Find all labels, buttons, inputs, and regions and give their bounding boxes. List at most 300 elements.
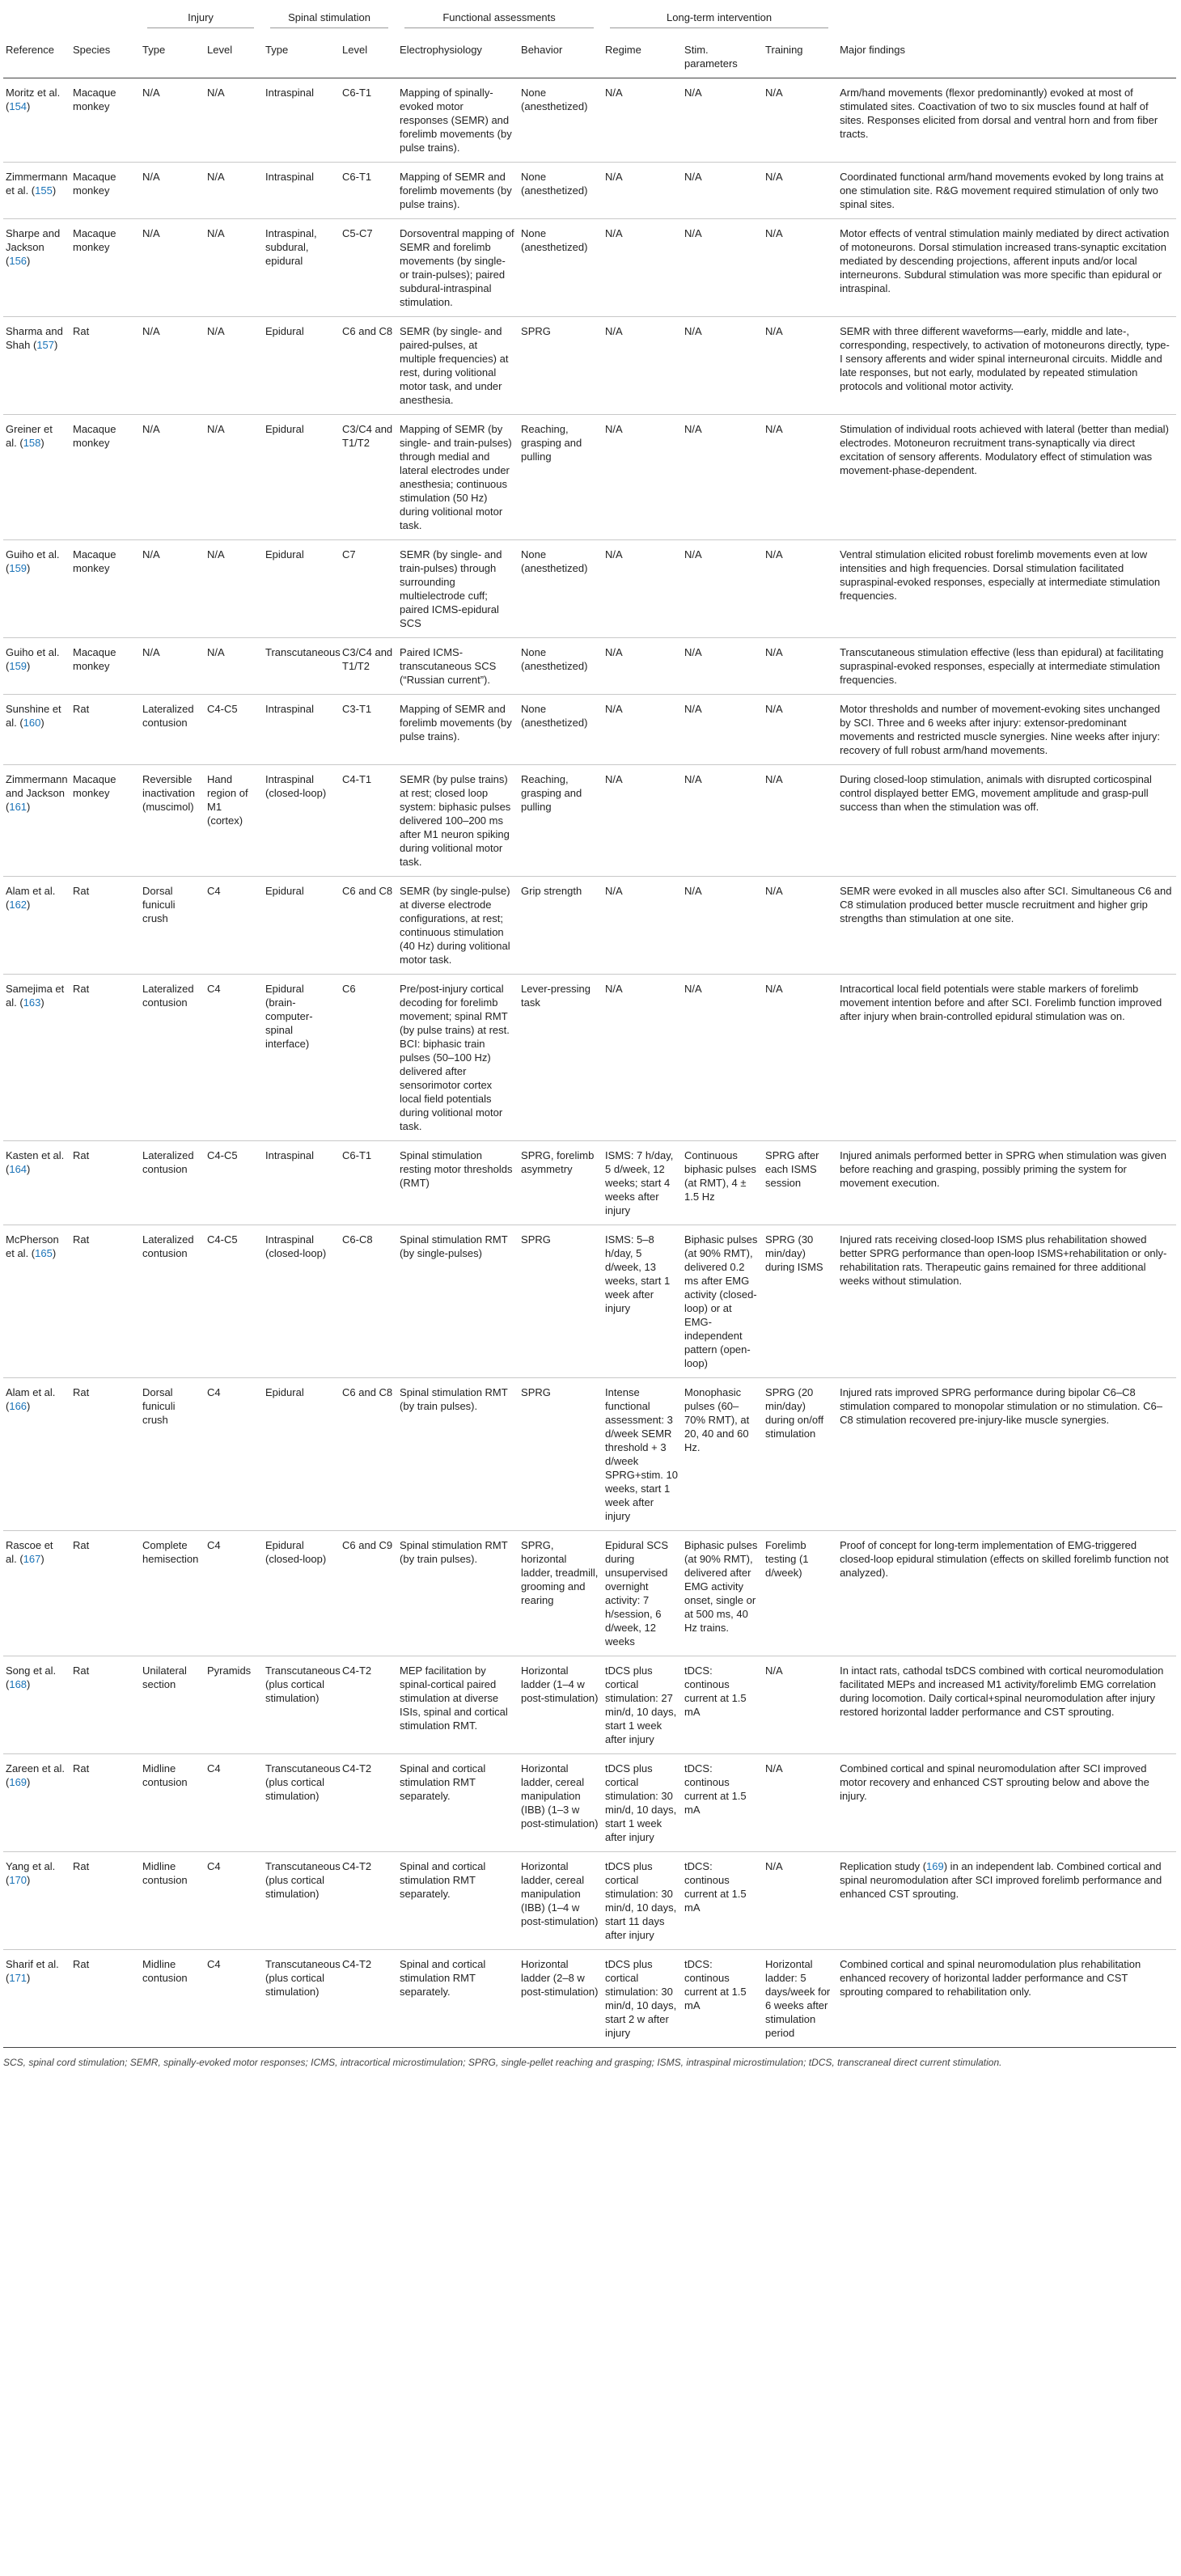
reference-author: Yang et al. (6, 1860, 56, 1872)
stim-type-cell: Transcutaneous (plus cortical stimulation) (265, 1860, 341, 1900)
training-cell: SPRG after each ISMS session (765, 1149, 819, 1189)
injury-type-cell: N/A (142, 325, 160, 337)
column-header-reference: Reference (3, 36, 70, 78)
electrophysiology-cell: Spinal stimulation RMT (by train pulses). (400, 1539, 508, 1565)
behavior-cell: Horizontal ladder, cereal manipulation (IBB) (1–3 w post-stimulation) (521, 1762, 599, 1829)
behavior-cell: None (anesthetized) (521, 171, 588, 197)
injury-type-cell: N/A (142, 646, 160, 658)
training-cell: SPRG (30 min/day) during ISMS (765, 1233, 823, 1273)
reference-author: Guiho et al. (6, 646, 60, 658)
reference-citation-link[interactable]: 159 (9, 562, 28, 574)
reference-cell: McPherson et al. (165) (6, 1233, 59, 1259)
species-cell: Macaque monkey (73, 423, 116, 449)
table-row (3, 540, 1176, 638)
injury-type-cell: Dorsal funiculi crush (142, 885, 176, 924)
major-findings-cell: Combined cortical and spinal neuromodulation plus rehabilitation enhanced recovery of horizontal ladder performance and CST sprouting compared to rehabilitation only. (840, 1958, 1141, 1998)
stim-level-cell: C7 (342, 548, 356, 560)
stim-level-cell: C6 and C8 (342, 885, 393, 897)
data-table (3, 3, 1176, 2048)
reference-author: Zareen et al. (6, 1762, 65, 1774)
reference-author: Guiho et al. (6, 548, 60, 560)
electrophysiology-cell: Paired ICMS-transcutaneous SCS (“Russian current”). (400, 646, 497, 686)
stim-type-cell: Epidural (265, 885, 304, 897)
behavior-cell: None (anesthetized) (521, 548, 588, 574)
column-header-stim-level: Level (340, 36, 397, 78)
reference-cell: Yang et al. (170) (6, 1860, 56, 1886)
reference-citation-link[interactable]: 154 (9, 100, 28, 112)
behavior-cell: SPRG (521, 1386, 551, 1398)
behavior-cell: Horizontal ladder (1–4 w post-stimulation) (521, 1664, 599, 1704)
regime-cell: N/A (605, 773, 623, 785)
injury-level-cell: C4 (207, 885, 221, 897)
reference-cell: Greiner et al. (158) (6, 423, 53, 449)
stim-parameters-cell: Biphasic pulses (at 90% RMT), delivered after EMG activity onset, single or at 500 ms, 40 Hz trains. (684, 1539, 758, 1634)
reference-author: Zimmermann and Jackson (6, 773, 68, 799)
stim-type-cell: Intraspinal (265, 1149, 314, 1161)
injury-level-cell: C4-C5 (207, 703, 238, 715)
table-footnote: SCS, spinal cord stimulation; SEMR, spinally-evoked motor responses; ICMS, intracortical microstimulation; SPRG, single-pellet reaching and grasping; ISMS, intraspinal microstimulation; tDCS, transcraneal direct current stimulation. (3, 2057, 1002, 2068)
reference-cell: Sharif et al. (171) (6, 1958, 59, 1984)
reference-cell: Guiho et al. (159) (6, 646, 60, 672)
table-row (3, 1754, 1176, 1852)
findings-text-pre: Replication study ( (840, 1860, 927, 1872)
table-row (3, 877, 1176, 975)
behavior-cell: SPRG, horizontal ladder, treadmill, grooming and rearing (521, 1539, 599, 1606)
behavior-cell: None (anesthetized) (521, 703, 588, 729)
regime-cell: tDCS plus cortical stimulation: 30 min/d, 10 days, start 11 days after injury (605, 1860, 677, 1941)
stim-level-cell: C3/C4 and T1/T2 (342, 423, 393, 449)
training-cell: SPRG (20 min/day) during on/off stimulation (765, 1386, 824, 1440)
species-cell: Rat (73, 703, 90, 715)
major-findings-cell: SEMR were evoked in all muscles also after SCI. Simultaneous C6 and C8 stimulation produced better muscle recruitment and higher grip strengths than stimulation at one site. (840, 885, 1172, 924)
stim-level-cell: C4-T2 (342, 1762, 372, 1774)
electrophysiology-cell: Mapping of SEMR and forelimb movements (by pulse trains). (400, 171, 512, 210)
injury-level-cell: C4 (207, 983, 221, 995)
behavior-cell: SPRG, forelimb asymmetry (521, 1149, 595, 1175)
training-cell: N/A (765, 1762, 783, 1774)
injury-level-cell: C4 (207, 1958, 221, 1970)
stim-parameters-cell: N/A (684, 983, 702, 995)
behavior-cell: Reaching, grasping and pulling (521, 773, 582, 813)
reference-author: McPherson et al. (6, 1233, 59, 1259)
reference-author: Sharpe and Jackson (6, 227, 61, 253)
column-header-injury-level: Level (205, 36, 263, 78)
injury-type-cell: N/A (142, 171, 160, 183)
stim-level-cell: C3-T1 (342, 703, 372, 715)
stim-level-cell: C4-T2 (342, 1958, 372, 1970)
table-row (3, 163, 1176, 219)
major-findings-cell: Arm/hand movements (flexor predominantly) evoked at most of stimulated sites. Coactivation of two to six muscles found at half of sites. Responses elicited from dorsal and ventral horn and from fiber tracts. (840, 87, 1158, 140)
training-cell: N/A (765, 1664, 783, 1677)
behavior-cell: None (anesthetized) (521, 227, 588, 253)
reference-cell: Zimmermann et al. (155) (6, 171, 68, 197)
column-header-regime: Regime (603, 36, 682, 78)
reference-citation-link[interactable]: 167 (23, 1553, 41, 1565)
injury-level-cell: C4 (207, 1860, 221, 1872)
findings-citation-link[interactable]: 169 (926, 1860, 944, 1872)
species-cell: Rat (73, 1149, 90, 1161)
training-cell: N/A (765, 1860, 783, 1872)
reference-cell: Zareen et al. (169) (6, 1762, 65, 1788)
reference-cell: Sunshine et al. (160) (6, 703, 61, 729)
major-findings-cell: Combined cortical and spinal neuromodulation after SCI improved motor recovery and enhanced CST sprouting below and above the injury. (840, 1762, 1149, 1802)
stim-level-cell: C5-C7 (342, 227, 373, 239)
electrophysiology-cell: Mapping of SEMR and forelimb movements (by pulse trains). (400, 703, 512, 742)
training-cell: Horizontal ladder: 5 days/week for 6 weeks after stimulation period (765, 1958, 831, 2039)
major-findings-cell: Intracortical local field potentials were stable markers of forelimb movement intention before and after SCI. Forelimb function improved after injury when brain-controlled epidural stimulation was on. (840, 983, 1162, 1022)
regime-cell: N/A (605, 983, 623, 995)
species-cell: Rat (73, 885, 90, 897)
behavior-cell: Reaching, grasping and pulling (521, 423, 582, 463)
reference-citation-link[interactable]: 156 (9, 255, 28, 267)
species-cell: Macaque monkey (73, 548, 116, 574)
stim-level-cell: C4-T2 (342, 1860, 372, 1872)
stim-type-cell: Intraspinal (closed-loop) (265, 1233, 327, 1259)
reference-author: Sharma and Shah (6, 325, 63, 351)
reference-citation-link[interactable]: 169 (9, 1776, 28, 1788)
major-findings-cell: Stimulation of individual roots achieved with lateral (better than medial) electrodes. Motoneuron recruitment trans-synaptically via direct excitation of sensory afferents. Modulatory effect of stimulation was movement-phase-dependent. (840, 423, 1169, 476)
species-cell: Macaque monkey (73, 171, 116, 197)
injury-level-cell: N/A (207, 87, 225, 99)
species-cell: Rat (73, 1386, 90, 1398)
reference-cell: Sharpe and Jackson (156) (6, 227, 61, 267)
injury-level-cell: Pyramids (207, 1664, 252, 1677)
injury-type-cell: Lateralized contusion (142, 1233, 194, 1259)
species-cell: Rat (73, 983, 90, 995)
reference-cell: Song et al. (168) (6, 1664, 57, 1690)
reference-author: Sunshine et al. (6, 703, 61, 729)
stim-level-cell: C6-C8 (342, 1233, 373, 1246)
reference-cell: Zimmermann and Jackson (161) (6, 773, 68, 813)
regime-cell: N/A (605, 171, 623, 183)
behavior-cell: Grip strength (521, 885, 582, 897)
table-row (3, 975, 1176, 1141)
injury-level-cell: C4 (207, 1386, 221, 1398)
electrophysiology-cell: Spinal stimulation RMT (by single-pulses) (400, 1233, 508, 1259)
table-row (3, 1531, 1176, 1656)
reference-cell: Rascoe et al. (167) (6, 1539, 53, 1565)
major-findings-cell: Ventral stimulation elicited robust forelimb movements even at low intensities and high frequencies. Dorsal stimulation facilitated supraspinal-evoked responses, especially at intermediate stimulation frequencies. (840, 548, 1161, 602)
behavior-cell: Horizontal ladder, cereal manipulation (IBB) (1–4 w post-stimulation) (521, 1860, 599, 1927)
stim-type-cell: Epidural (265, 325, 304, 337)
behavior-cell: SPRG (521, 1233, 551, 1246)
table-row (3, 695, 1176, 765)
table-row (3, 415, 1176, 540)
injury-type-cell: N/A (142, 87, 160, 99)
reference-author: Alam et al. (6, 885, 56, 897)
stim-parameters-cell: N/A (684, 646, 702, 658)
injury-level-cell: N/A (207, 423, 225, 435)
column-header-species: Species (70, 36, 140, 78)
stim-type-cell: Epidural (brain-computer-spinal interface) (265, 983, 313, 1050)
stim-level-cell: C6-T1 (342, 171, 372, 183)
behavior-cell: SPRG (521, 325, 551, 337)
reference-author: Alam et al. (6, 1386, 56, 1398)
column-header-row (3, 36, 1176, 78)
electrophysiology-cell: SEMR (by single-pulse) at diverse electrode configurations, at rest; continuous stimulation (40 Hz) during volitional motor task. (400, 885, 510, 966)
reference-author: Samejima et al. (6, 983, 65, 1009)
major-findings-cell: Coordinated functional arm/hand movements evoked by long trains at one stimulation site. R&G movement required stimulation of only two spinal sites. (840, 171, 1164, 210)
reference-citation-link[interactable]: 160 (23, 717, 41, 729)
reference-cell: Guiho et al. (159) (6, 548, 60, 574)
stim-parameters-cell: N/A (684, 773, 702, 785)
reference-cell: Kasten et al. (164) (6, 1149, 65, 1175)
reference-cell: Moritz et al. (154) (6, 87, 61, 112)
stim-parameters-cell: Biphasic pulses (at 90% RMT), delivered 0.2 ms after EMG activity (closed-loop) or at EMG-independent pattern (open-loop) (684, 1233, 758, 1369)
regime-cell: N/A (605, 423, 623, 435)
injury-level-cell: N/A (207, 171, 225, 183)
injury-type-cell: Unilateral section (142, 1664, 187, 1690)
training-cell: N/A (765, 885, 783, 897)
behavior-cell: None (anesthetized) (521, 87, 588, 112)
training-cell: N/A (765, 227, 783, 239)
stim-type-cell: Epidural (closed-loop) (265, 1539, 327, 1565)
reference-author: Greiner et al. (6, 423, 53, 449)
table-row (3, 219, 1176, 317)
column-header-electrophysiology: Electrophysiology (397, 36, 519, 78)
injury-type-cell: N/A (142, 423, 160, 435)
stim-parameters-cell: tDCS: continous current at 1.5 mA (684, 1762, 747, 1816)
reference-author: Sharif et al. (6, 1958, 59, 1970)
stim-parameters-cell: N/A (684, 325, 702, 337)
electrophysiology-cell: SEMR (by single- and paired-pulses, at multiple frequencies) at rest, during volitional motor task, and under anesthesia. (400, 325, 509, 406)
stim-level-cell: C3/C4 and T1/T2 (342, 646, 393, 672)
electrophysiology-cell: Spinal stimulation RMT (by train pulses). (400, 1386, 508, 1412)
reference-citation-link[interactable]: 157 (36, 339, 55, 351)
regime-cell: Epidural SCS during unsupervised overnight activity: 7 h/session, 6 d/week, 12 weeks (605, 1539, 669, 1648)
regime-cell: ISMS: 5–8 h/day, 5 d/week, 13 weeks, start 1 week after injury (605, 1233, 671, 1314)
reference-citation-link[interactable]: 161 (9, 801, 28, 813)
species-cell: Macaque monkey (73, 646, 116, 672)
stim-parameters-cell: tDCS: continous current at 1.5 mA (684, 1860, 747, 1914)
electrophysiology-cell: Spinal and cortical stimulation RMT separately. (400, 1860, 486, 1900)
species-cell: Rat (73, 1539, 90, 1551)
regime-cell: tDCS plus cortical stimulation: 30 min/d, 10 days, start 1 week after injury (605, 1762, 677, 1843)
species-cell: Rat (73, 1860, 90, 1872)
table-row (3, 1852, 1176, 1950)
stim-parameters-cell: N/A (684, 87, 702, 99)
behavior-cell: Horizontal ladder (2–8 w post-stimulation) (521, 1958, 599, 1998)
table-header (3, 3, 1176, 78)
species-cell: Macaque monkey (73, 227, 116, 253)
reference-citation-link[interactable]: 163 (23, 996, 41, 1009)
table-row (3, 317, 1176, 415)
stim-parameters-cell: Continuous biphasic pulses (at RMT), 4 ± 1.5 Hz (684, 1149, 756, 1203)
reference-citation-link[interactable]: 158 (23, 437, 41, 449)
reference-citation-link[interactable]: 164 (9, 1163, 28, 1175)
reference-citation-link[interactable]: 155 (35, 184, 53, 197)
stim-parameters-cell: N/A (684, 885, 702, 897)
training-cell: N/A (765, 773, 783, 785)
stim-level-cell: C6 and C8 (342, 325, 393, 337)
reference-cell: Sharma and Shah (157) (6, 325, 63, 351)
injury-level-cell: Hand region of M1 (cortex) (207, 773, 248, 827)
reference-author: Song et al. (6, 1664, 57, 1677)
regime-cell: N/A (605, 703, 623, 715)
reference-author: Moritz et al. (6, 87, 61, 99)
training-cell: Forelimb testing (1 d/week) (765, 1539, 809, 1579)
regime-cell: N/A (605, 325, 623, 337)
reference-author: Rascoe et al. (6, 1539, 53, 1565)
table-row (3, 1656, 1176, 1754)
stim-type-cell: Intraspinal (265, 703, 314, 715)
species-cell: Rat (73, 1664, 90, 1677)
injury-level-cell: N/A (207, 646, 225, 658)
injury-type-cell: Midline contusion (142, 1860, 188, 1886)
stim-type-cell: Transcutaneous (plus cortical stimulation) (265, 1762, 341, 1802)
column-header-injury-type: Type (140, 36, 205, 78)
major-findings-cell: Injured rats receiving closed-loop ISMS plus rehabilitation showed better SPRG performance than open-loop ISMS+rehabilitation or only-rehabilitation rats. Therapeutic gains remained for three additional weeks without stimulation. (840, 1233, 1167, 1287)
reference-citation-link[interactable]: 166 (9, 1400, 28, 1412)
injury-type-cell: Midline contusion (142, 1958, 188, 1984)
major-findings-cell: Injured animals performed better in SPRG when stimulation was given before reaching and grasping, possibly priming the system for movement execution. (840, 1149, 1166, 1189)
electrophysiology-cell: Spinal and cortical stimulation RMT separately. (400, 1762, 486, 1802)
stim-parameters-cell: N/A (684, 703, 702, 715)
group-header-injury: Injury (147, 11, 254, 28)
training-cell: N/A (765, 423, 783, 435)
reference-citation-link[interactable]: 162 (9, 899, 28, 911)
reference-citation-link[interactable]: 171 (9, 1972, 28, 1984)
injury-type-cell: Lateralized contusion (142, 703, 194, 729)
table-body (3, 78, 1176, 2048)
injury-type-cell: Complete hemisection (142, 1539, 199, 1565)
column-header-major-findings: Major findings (837, 36, 1176, 78)
reference-author: Zimmermann et al. (6, 171, 68, 197)
stim-parameters-cell: tDCS: continous current at 1.5 mA (684, 1958, 747, 2011)
reference-citation-link[interactable]: 170 (9, 1874, 28, 1886)
electrophysiology-cell: Mapping of spinally-evoked motor responses (SEMR) and forelimb movements (by pulse trains). (400, 87, 512, 154)
training-cell: N/A (765, 548, 783, 560)
stim-parameters-cell: N/A (684, 423, 702, 435)
column-header-training: Training (763, 36, 837, 78)
stim-parameters-cell: N/A (684, 227, 702, 239)
table-row (3, 78, 1176, 163)
training-cell: N/A (765, 87, 783, 99)
reference-cell: Samejima et al. (163) (6, 983, 65, 1009)
stim-type-cell: Transcutaneous (plus cortical stimulation) (265, 1664, 341, 1704)
table-row (3, 1950, 1176, 2048)
stim-level-cell: C6 (342, 983, 356, 995)
reference-author: Kasten et al. (6, 1149, 65, 1161)
stim-level-cell: C6 and C8 (342, 1386, 393, 1398)
regime-cell: N/A (605, 227, 623, 239)
major-findings-cell: In intact rats, cathodal tsDCS combined with cortical neuromodulation facilitated MEPs and increased M1 activity/forelimb EMG correlation during locomotion. Daily cortical+spinal neuromodulation after injury restored horizontal ladder performance and CST sprouting. (840, 1664, 1164, 1718)
table-row (3, 638, 1176, 695)
regime-cell: N/A (605, 885, 623, 897)
stim-type-cell: Intraspinal (265, 171, 314, 183)
injury-level-cell: C4 (207, 1539, 221, 1551)
major-findings-cell (837, 1852, 1176, 1950)
electrophysiology-cell: Spinal stimulation resting motor thresholds (RMT) (400, 1149, 513, 1189)
major-findings-cell: Motor thresholds and number of movement-evoking sites unchanged by SCI. Three and 6 weeks after injury: extensor-predominant movements and restricted muscle synergies. Nine weeks after injury: recovery of full robust arm/hand movements. (840, 703, 1161, 756)
stim-parameters-cell: N/A (684, 171, 702, 183)
regime-cell: ISMS: 7 h/day, 5 d/week, 12 weeks; start 4 weeks after injury (605, 1149, 674, 1216)
stim-type-cell: Intraspinal (closed-loop) (265, 773, 327, 799)
group-header-spinal-stimulation: Spinal stimulation (270, 11, 388, 28)
injury-type-cell: Lateralized contusion (142, 1149, 194, 1175)
stim-type-cell: Transcutaneous (265, 646, 341, 658)
stim-level-cell: C4-T2 (342, 1664, 372, 1677)
behavior-cell: None (anesthetized) (521, 646, 588, 672)
reference-cell: Alam et al. (166) (6, 1386, 56, 1412)
group-header-long-term-intervention: Long-term intervention (610, 11, 828, 28)
stim-parameters-cell: N/A (684, 548, 702, 560)
column-header-stim-type: Type (263, 36, 340, 78)
electrophysiology-cell: SEMR (by pulse trains) at rest; closed loop system: biphasic pulses delivered 100–200 ms after M1 neuron spiking during volitional motor task. (400, 773, 511, 868)
stim-parameters-cell: tDCS: continous current at 1.5 mA (684, 1664, 747, 1718)
electrophysiology-cell: Dorsoventral mapping of SEMR and forelimb movements (by single- or train-pulses); paired subdural-intraspinal stimulation. (400, 227, 514, 308)
electrophysiology-cell: Spinal and cortical stimulation RMT separately. (400, 1958, 486, 1998)
stim-type-cell: Epidural (265, 1386, 304, 1398)
training-cell: N/A (765, 983, 783, 995)
major-findings-cell: Proof of concept for long-term implementation of EMG-triggered closed-loop epidural stimulation (effects on skilled forelimb function not analyzed). (840, 1539, 1169, 1579)
stim-type-cell: Intraspinal, subdural, epidural (265, 227, 317, 267)
species-cell: Rat (73, 1762, 90, 1774)
reference-citation-link[interactable]: 165 (35, 1247, 53, 1259)
electrophysiology-cell: Pre/post-injury cortical decoding for forelimb movement; spinal RMT (by pulse trains) at rest. BCI: biphasic train pulses (50–100 Hz) delivered after sensorimotor cortex local field potentials during volitional motor task. (400, 983, 510, 1132)
injury-level-cell: N/A (207, 227, 225, 239)
major-findings-cell: During closed-loop stimulation, animals with disrupted corticospinal control displayed better EMG, movement amplitude and grasp-pull success than when the stimulation was off. (840, 773, 1152, 813)
stim-type-cell: Transcutaneous (plus cortical stimulation) (265, 1958, 341, 1998)
injury-type-cell: Midline contusion (142, 1762, 188, 1788)
behavior-cell: Lever-pressing task (521, 983, 591, 1009)
group-header-functional-assessments: Functional assessments (404, 11, 594, 28)
electrophysiology-cell: MEP facilitation by spinal-cortical paired stimulation at diverse ISIs, spinal and cortical stimulation RMT. (400, 1664, 508, 1732)
major-findings-cell: SEMR with three different waveforms—early, middle and late-, corresponding, respectively, to activation of motoneurons directly, type-I sensory afferents and wider spinal interneuronal circuits. Middle and late responses, but not early, modulated by repeated stimulation protocols and volitional motor activity. (840, 325, 1170, 392)
stim-level-cell: C6-T1 (342, 87, 372, 99)
reference-cell: Alam et al. (162) (6, 885, 56, 911)
injury-level-cell: C4-C5 (207, 1233, 238, 1246)
reference-citation-link[interactable]: 159 (9, 660, 28, 672)
injury-type-cell: N/A (142, 227, 160, 239)
species-cell: Rat (73, 1233, 90, 1246)
stim-level-cell: C6 and C9 (342, 1539, 393, 1551)
table-row (3, 765, 1176, 877)
major-findings-cell: Injured rats improved SPRG performance during bipolar C6–C8 stimulation compared to monopolar stimulation or no stimulation. C6–C8 stimulation recovered pre-injury-like muscle synergies. (840, 1386, 1162, 1426)
injury-level-cell: C4 (207, 1762, 221, 1774)
training-cell: N/A (765, 646, 783, 658)
column-header-stim-parameters: Stim. parameters (682, 36, 763, 78)
table-row (3, 1378, 1176, 1531)
species-cell: Macaque monkey (73, 773, 116, 799)
injury-level-cell: C4-C5 (207, 1149, 238, 1161)
electrophysiology-cell: SEMR (by single- and train-pulses) through surrounding multielectrode cuff; paired ICMS-epidural SCS (400, 548, 502, 629)
stim-type-cell: Epidural (265, 548, 304, 560)
injury-type-cell: Lateralized contusion (142, 983, 194, 1009)
regime-cell: Intense functional assessment: 3 d/week SEMR threshold + 3 d/week SPRG+stim. 10 weeks, start 1 week after injury (605, 1386, 678, 1522)
stim-parameters-cell: Monophasic pulses (60–70% RMT), at 20, 40 and 60 Hz. (684, 1386, 750, 1453)
species-cell: Rat (73, 325, 90, 337)
injury-type-cell: Reversible inactivation (muscimol) (142, 773, 196, 813)
injury-type-cell: N/A (142, 548, 160, 560)
regime-cell: tDCS plus cortical stimulation: 30 min/d, 10 days, start 2 w after injury (605, 1958, 677, 2039)
major-findings-cell: Motor effects of ventral stimulation mainly mediated by direct activation of motoneurons. Dorsal stimulation increased trans-synaptic excitation mediated by descending projections, afferent inputs and/or local interneurons. Subdural stimulation was more specific than epidural or intraspinal. (840, 227, 1170, 294)
training-cell: N/A (765, 171, 783, 183)
reference-citation-link[interactable]: 168 (9, 1678, 28, 1690)
column-header-behavior: Behavior (519, 36, 603, 78)
injury-level-cell: N/A (207, 548, 225, 560)
training-cell: N/A (765, 325, 783, 337)
regime-cell: N/A (605, 548, 623, 560)
group-header-row (3, 3, 1176, 36)
table-row (3, 1141, 1176, 1225)
species-cell: Macaque monkey (73, 87, 116, 112)
major-findings-cell: Transcutaneous stimulation effective (less than epidural) at facilitating supraspinal-evoked responses, especially at intermediate stimulation frequencies. (840, 646, 1164, 686)
table-row (3, 1225, 1176, 1378)
stim-level-cell: C4-T1 (342, 773, 372, 785)
injury-type-cell: Dorsal funiculi crush (142, 1386, 176, 1426)
regime-cell: N/A (605, 646, 623, 658)
